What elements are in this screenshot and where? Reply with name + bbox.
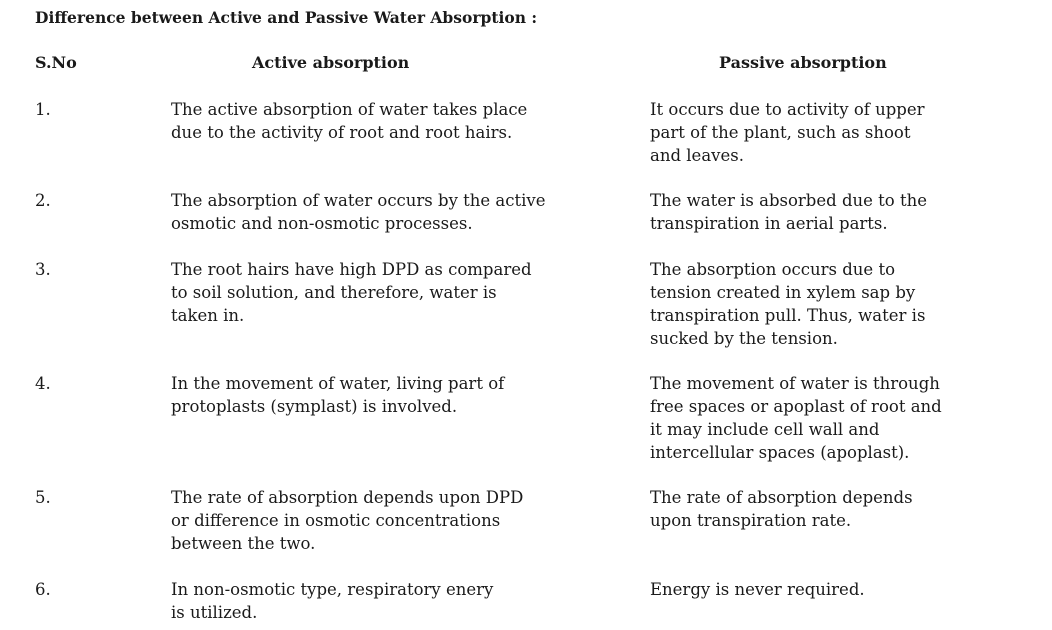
serial-number: 6. xyxy=(35,580,51,599)
passive-text-line: transpiration in aerial parts. xyxy=(650,214,888,233)
passive-cell xyxy=(650,578,1050,601)
page-title: Difference between Active and Passive Water Absorption : xyxy=(35,8,538,27)
active-text-line: The root hairs have high DPD as compared xyxy=(171,260,532,279)
passive-text-line: The absorption occurs due to xyxy=(650,260,896,279)
active-text-line: The absorption of water occurs by the active xyxy=(171,191,546,210)
active-cell xyxy=(171,486,631,555)
passive-text-line: It occurs due to activity of upper xyxy=(650,100,925,119)
passive-text-line: free spaces or apoplast of root and xyxy=(650,397,942,416)
passive-text-line: tension created in xylem sap by xyxy=(650,283,916,302)
active-text-line: due to the activity of root and root hairs. xyxy=(171,123,513,142)
active-text-line: taken in. xyxy=(171,306,245,325)
passive-text-line: it may include cell wall and xyxy=(650,420,880,439)
active-text-line: In the movement of water, living part of xyxy=(171,374,505,393)
serial-number: 5. xyxy=(35,488,51,507)
active-cell xyxy=(171,189,631,235)
passive-text-line: The rate of absorption depends xyxy=(650,488,913,507)
passive-text-line: and leaves. xyxy=(650,146,744,165)
passive-cell xyxy=(650,98,1050,167)
serial-number: 3. xyxy=(35,260,51,279)
active-text-line: or difference in osmotic concentrations xyxy=(171,511,501,530)
passive-text-line: sucked by the tension. xyxy=(650,329,838,348)
passive-text-line: The movement of water is through xyxy=(650,374,940,393)
active-text-line: to soil solution, and therefore, water is xyxy=(171,283,497,302)
active-cell xyxy=(171,98,631,144)
passive-cell xyxy=(650,258,1050,350)
passive-text-line: Energy is never required. xyxy=(650,580,865,599)
passive-cell xyxy=(650,372,1050,464)
passive-cell xyxy=(650,486,1050,532)
header-active: Active absorption xyxy=(252,53,410,72)
active-text-line: In non-osmotic type, respiratory enery xyxy=(171,580,494,599)
passive-text-line: transpiration pull. Thus, water is xyxy=(650,306,926,325)
active-cell xyxy=(171,578,631,624)
active-text-line: is utilized. xyxy=(171,603,258,622)
serial-number: 4. xyxy=(35,374,51,393)
serial-number: 1. xyxy=(35,100,51,119)
active-text-line: between the two. xyxy=(171,534,316,553)
active-text-line: protoplasts (symplast) is involved. xyxy=(171,397,458,416)
passive-text-line: part of the plant, such as shoot xyxy=(650,123,911,142)
passive-text-line: upon transpiration rate. xyxy=(650,511,852,530)
active-text-line: The rate of absorption depends upon DPD xyxy=(171,488,524,507)
active-text-line: The active absorption of water takes place xyxy=(171,100,528,119)
active-cell xyxy=(171,372,631,418)
serial-number: 2. xyxy=(35,191,51,210)
passive-cell xyxy=(650,189,1050,235)
passive-text-line: The water is absorbed due to the xyxy=(650,191,927,210)
active-text-line: osmotic and non-osmotic processes. xyxy=(171,214,473,233)
passive-text-line: intercellular spaces (apoplast). xyxy=(650,443,910,462)
active-cell xyxy=(171,258,631,327)
header-passive: Passive absorption xyxy=(719,53,887,72)
header-sno: S.No xyxy=(35,53,77,72)
